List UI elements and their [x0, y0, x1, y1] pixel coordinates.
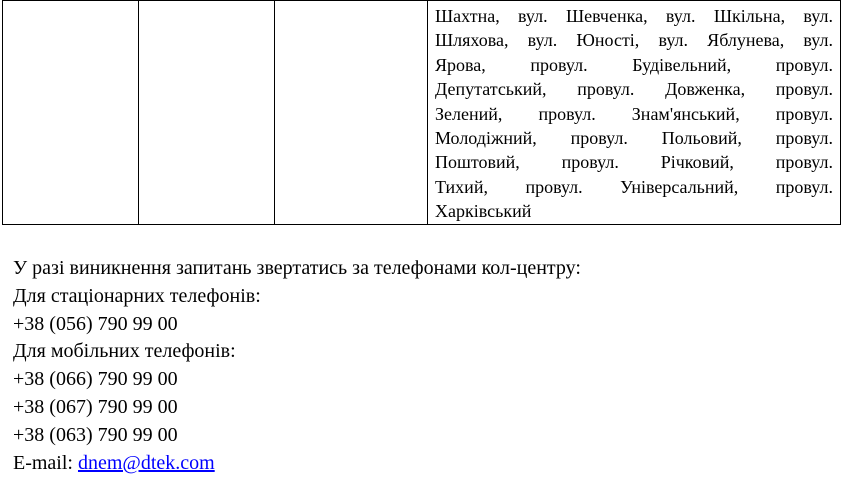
address-table [2, 0, 840, 222]
table-cell-empty-2 [139, 1, 275, 225]
landline-label: Для стаціонарних телефонів: [13, 284, 261, 307]
street-list-line: Тихий, провул. Універсальний, провул. [435, 176, 833, 197]
email-label: E-mail: [13, 451, 78, 474]
street-list-cell [428, 1, 841, 225]
table-cell-empty-1 [3, 1, 139, 225]
email-line [13, 450, 581, 478]
street-list-line: Поштовий, провул. Річковий, провул. [435, 152, 833, 173]
mobile-label: Для мобільних телефонів: [13, 340, 236, 363]
street-list-line: Депутатський, провул. Довженка, провул. [435, 79, 833, 100]
street-list-line: Зелений, провул. Знам'янський, провул. [435, 103, 833, 124]
contact-info [13, 255, 581, 477]
street-list-line: Ярова, провул. Будівельний, провул. [435, 54, 833, 75]
landline-phone: +38 (056) 790 99 00 [13, 312, 178, 335]
street-list-line: Молодіжний, провул. Польовий, провул. [435, 128, 833, 149]
address-table-grid [2, 0, 841, 225]
table-row [3, 1, 841, 225]
contact-intro: У разі виникнення запитань звертатись за телефонами кол-центру: [13, 257, 581, 279]
mobile-phone: +38 (063) 790 99 00 [13, 423, 178, 446]
mobile-phone: +38 (067) 790 99 00 [13, 395, 178, 418]
email-link[interactable]: dnem@dtek.com [77, 451, 215, 474]
mobile-phone: +38 (066) 790 99 00 [13, 368, 178, 391]
street-list-line: Шляхова, вул. Юності, вул. Яблунева, вул. [435, 30, 833, 51]
street-list-line: Харківський [435, 201, 532, 222]
table-cell-empty-3 [275, 1, 428, 225]
street-list-line: Шахтна, вул. Шевченка, вул. Шкільна, вул. [435, 6, 833, 26]
